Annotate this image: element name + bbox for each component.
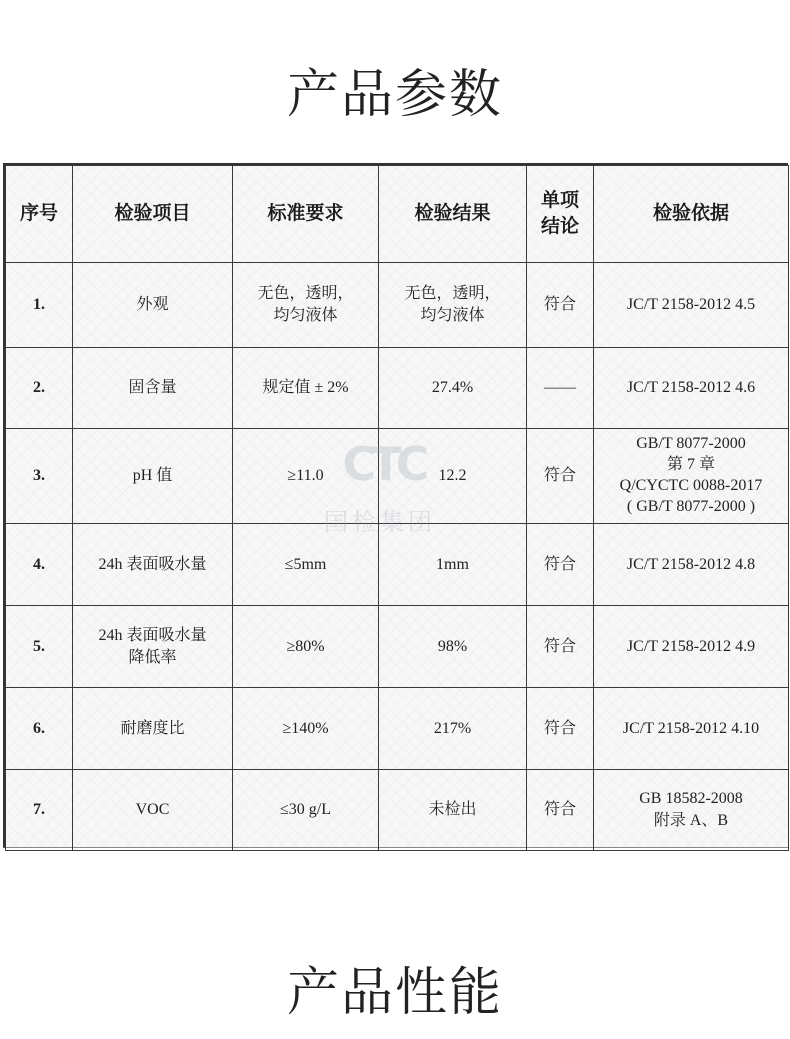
row-number: 3. — [6, 429, 73, 524]
parameters-table — [5, 165, 789, 851]
row-number: 1. — [6, 263, 73, 348]
row-requirement: ≤30 g/L — [233, 770, 379, 851]
table-row — [6, 348, 789, 429]
row-basis: JC/T 2158-2012 4.9 — [594, 606, 789, 688]
row-number: 7. — [6, 770, 73, 851]
row-requirement: ≥11.0 — [233, 429, 379, 524]
table-row — [6, 524, 789, 606]
row-basis: JC/T 2158-2012 4.8 — [594, 524, 789, 606]
row-result: 未检出 — [379, 770, 527, 851]
row-basis: GB/T 8077-2000 第 7 章 Q/CYCTC 0088-2017 ( GB/T 8077-2000 ) — [594, 429, 789, 524]
row-result: 1mm — [379, 524, 527, 606]
row-number: 5. — [6, 606, 73, 688]
row-basis: GB 18582-2008 附录 A、B — [594, 770, 789, 851]
row-verdict: 符合 — [527, 606, 594, 688]
row-item: 24h 表面吸水量 降低率 — [73, 606, 233, 688]
test-report-sheet — [3, 163, 788, 848]
row-number: 2. — [6, 348, 73, 429]
header-result: 检验结果 — [379, 166, 527, 263]
row-requirement: ≥140% — [233, 688, 379, 770]
row-number: 6. — [6, 688, 73, 770]
table-row — [6, 606, 789, 688]
row-item: 外观 — [73, 263, 233, 348]
row-item: 24h 表面吸水量 — [73, 524, 233, 606]
row-basis: JC/T 2158-2012 4.10 — [594, 688, 789, 770]
ctc-logo: CTC — [342, 437, 424, 491]
header-no: 序号 — [6, 166, 73, 263]
row-verdict: 符合 — [527, 524, 594, 606]
header-requirement: 标准要求 — [233, 166, 379, 263]
table-header-row — [6, 166, 789, 263]
row-requirement: 无色，透明， 均匀液体 — [233, 263, 379, 348]
row-result: 98% — [379, 606, 527, 688]
watermark-text: 国检集团 — [324, 508, 436, 536]
row-verdict: 符合 — [527, 770, 594, 851]
row-verdict: 符合 — [527, 429, 594, 524]
row-result: 12.2 — [379, 429, 527, 524]
row-requirement: ≤5mm — [233, 524, 379, 606]
section-title-parameters: 产品参数 — [286, 65, 503, 125]
table-row — [6, 429, 789, 524]
row-basis: JC/T 2158-2012 4.5 — [594, 263, 789, 348]
table-row — [6, 688, 789, 770]
section-title-performance: 产品性能 — [286, 963, 503, 1023]
row-item: 固含量 — [73, 348, 233, 429]
row-verdict: 符合 — [527, 688, 594, 770]
row-item: VOC — [73, 770, 233, 851]
header-verdict: 单项 结论 — [527, 166, 594, 263]
header-item: 检验项目 — [73, 166, 233, 263]
row-result: 217% — [379, 688, 527, 770]
row-requirement: ≥80% — [233, 606, 379, 688]
row-verdict: —— — [527, 348, 594, 429]
table-row — [6, 770, 789, 851]
row-result: 27.4% — [379, 348, 527, 429]
row-result: 无色，透明， 均匀液体 — [379, 263, 527, 348]
row-number: 4. — [6, 524, 73, 606]
row-requirement: 规定值 ± 2% — [233, 348, 379, 429]
row-basis: JC/T 2158-2012 4.6 — [594, 348, 789, 429]
table-row — [6, 263, 789, 348]
row-item: 耐磨度比 — [73, 688, 233, 770]
header-basis: 检验依据 — [594, 166, 789, 263]
row-item: pH 值 — [73, 429, 233, 524]
row-verdict: 符合 — [527, 263, 594, 348]
